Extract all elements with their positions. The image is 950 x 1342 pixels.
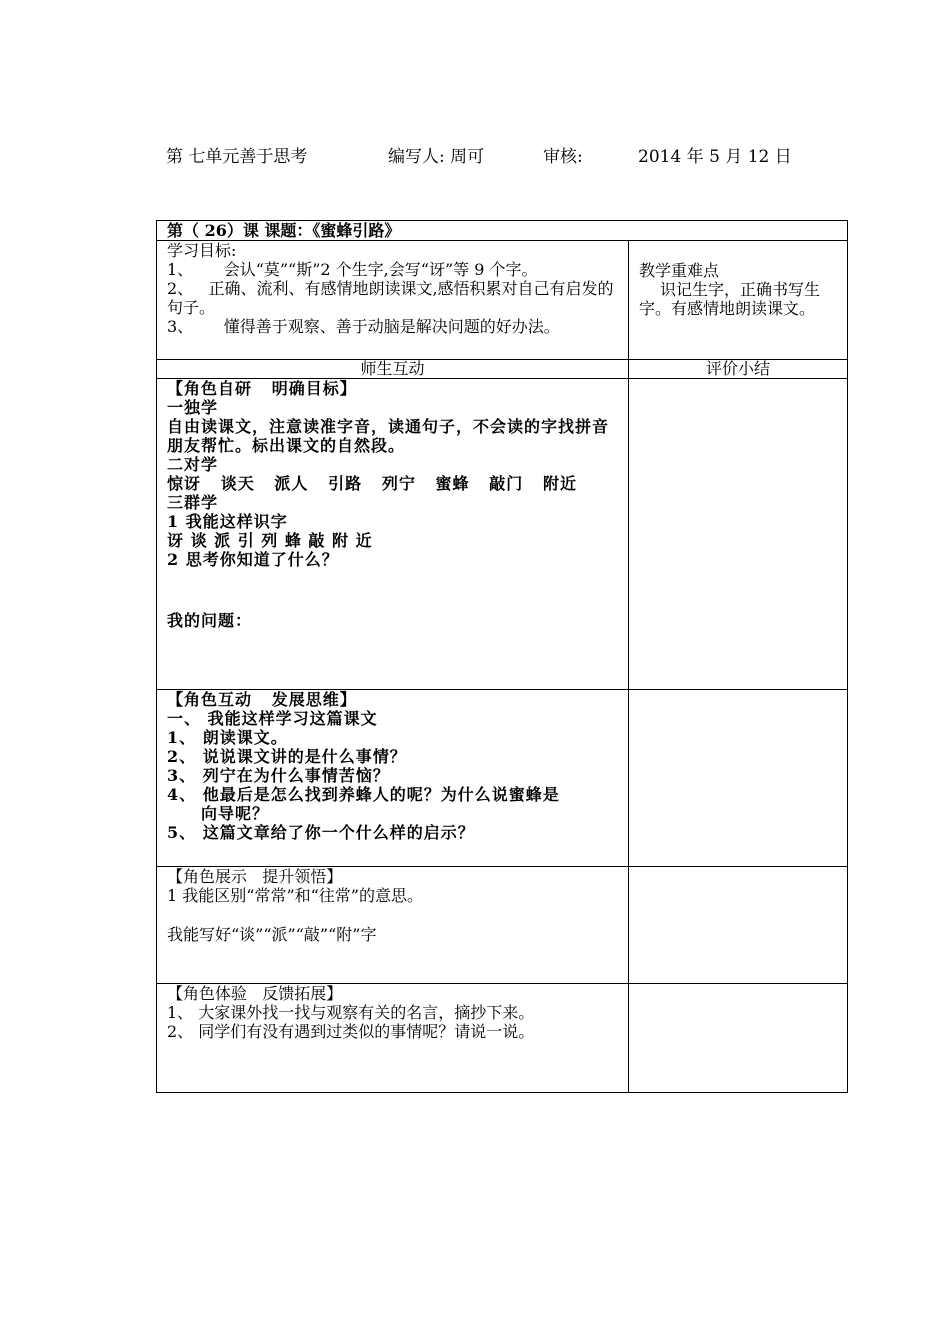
character-list: 讶 谈 派 引 列 蜂 敲 附 近 — [167, 531, 373, 550]
objectives-label: 学习目标: — [167, 241, 237, 260]
subsection-label: 三群学 — [167, 493, 219, 512]
list-item-continuation: 向导呢？ — [201, 804, 270, 823]
evaluation-cell[interactable] — [629, 379, 848, 690]
section-interaction — [157, 690, 848, 867]
key-points-text: 识记生字，正确书写生字。有感情地朗读课文。 — [639, 280, 821, 318]
lesson-title: 第（ 26）课 课题：《蜜蜂引路》 — [157, 221, 848, 241]
reviewer: 审核: — [543, 147, 583, 167]
list-item: 1、 大家课外找一找与观察有关的名言，摘抄下来。 — [167, 1003, 535, 1022]
list-item: 1 我能这样识字 — [167, 512, 288, 531]
section-heading: 【角色展示 提升领悟】 — [167, 867, 343, 886]
my-question-label: 我的问题： — [167, 611, 253, 630]
word-list: 惊讶 谈天 派人 引路 列宁 蜜蜂 敲门 附近 — [167, 474, 577, 493]
author: 编写人: 周可 — [388, 147, 485, 167]
subsection-label: 二对学 — [167, 455, 219, 474]
list-item: 3、 列宁在为什么事情苦恼？ — [167, 766, 390, 785]
key-points-label: 教学重难点 — [639, 261, 720, 280]
objective-item: 3、 懂得善于观察、善于动脑是解决问题的好办法。 — [167, 317, 560, 336]
column-header-row — [157, 360, 848, 379]
display-cell — [157, 867, 629, 984]
evaluation-header: 评价小结 — [629, 360, 848, 379]
experience-cell — [157, 984, 629, 1093]
section-heading: 【角色体验 反馈拓展】 — [167, 984, 343, 1003]
list-item: 1、 朗读课文。 — [167, 728, 288, 747]
task-text: 1 我能区别“常常”和“往常”的意思。 — [167, 886, 423, 905]
unit-title: 第 七单元善于思考 — [166, 147, 308, 167]
lesson-title-row — [157, 221, 848, 241]
section-display — [157, 867, 848, 984]
interaction-header: 师生互动 — [157, 360, 629, 379]
objectives-cell — [157, 241, 629, 360]
subsection-label: 一独学 — [167, 398, 219, 417]
list-item: 2、 同学们有没有遇到过类似的事情呢？请说一说。 — [167, 1022, 535, 1041]
section-heading: 【角色自研 明确目标】 — [167, 379, 357, 398]
task-text: 我能写好“谈”“派”“敲”“附”字 — [167, 925, 377, 944]
evaluation-cell[interactable] — [629, 690, 848, 867]
lesson-plan-table — [156, 220, 848, 1093]
list-item: 4、 他最后是怎么找到养蜂人的呢？为什么说蜜蜂是 — [167, 785, 560, 804]
date: 2014 年 5 月 12 日 — [638, 147, 792, 167]
list-item: 2、 说说课文讲的是什么事情？ — [167, 747, 407, 766]
evaluation-cell[interactable] — [629, 984, 848, 1093]
evaluation-cell[interactable] — [629, 867, 848, 984]
list-item: 2 思考你知道了什么？ — [167, 550, 339, 569]
blank-space — [167, 569, 618, 611]
intro-text: 一、 我能这样学习这篇课文 — [167, 709, 378, 728]
list-item: 5、 这篇文章给了你一个什么样的启示？ — [167, 823, 475, 842]
instruction-text: 自由读课文，注意读准字音，读通句子，不会读的字找拼音朋友帮忙。标出课文的自然段。 — [167, 417, 610, 455]
self-study-cell — [157, 379, 629, 690]
objectives-row — [157, 241, 848, 360]
section-heading: 【角色互动 发展思维】 — [167, 690, 357, 709]
objective-item: 2、 正确、流利、有感情地朗读课文,感悟积累对自己有启发的句子。 — [167, 279, 614, 317]
section-self-study — [157, 379, 848, 690]
blank-space — [167, 905, 618, 925]
section-experience — [157, 984, 848, 1093]
objective-item: 1、 会认“莫”“斯”2 个生字,会写“讶”等 9 个字。 — [167, 260, 538, 279]
interaction-cell — [157, 690, 629, 867]
key-points-cell — [629, 241, 848, 360]
page-header — [166, 142, 792, 167]
